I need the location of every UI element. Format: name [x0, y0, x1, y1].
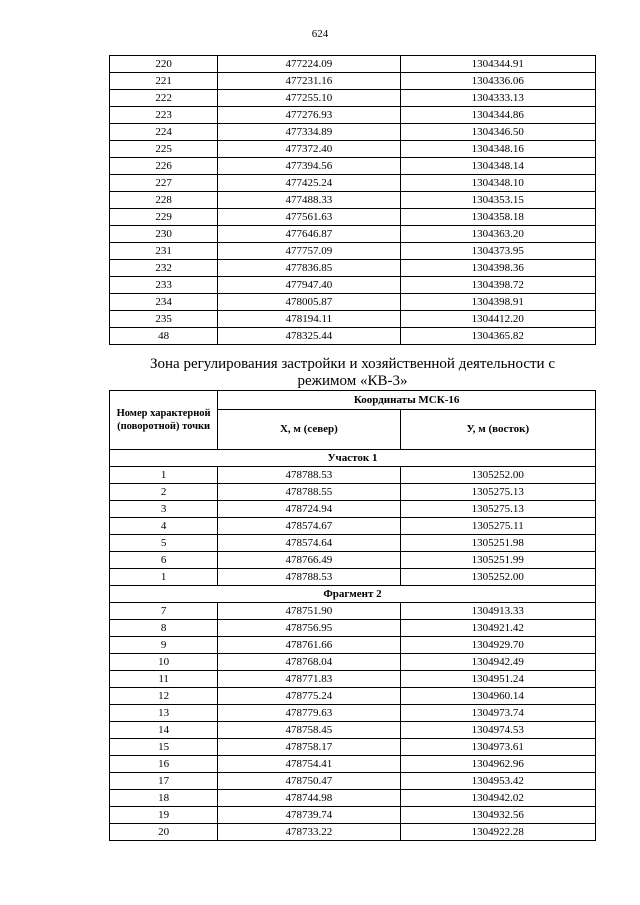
x-coordinate-cell: 478325.44 [218, 328, 400, 345]
x-coordinate-cell: 477276.93 [218, 107, 400, 124]
header-point-number: Номер характерной (поворотной) точки [110, 391, 218, 450]
table-row [110, 73, 596, 90]
y-coordinate-cell: 1304929.70 [400, 637, 595, 654]
table-row [110, 124, 596, 141]
x-coordinate-cell: 477488.33 [218, 192, 400, 209]
table-row [110, 518, 596, 535]
y-coordinate-cell: 1304353.15 [400, 192, 595, 209]
point-number-cell: 223 [110, 107, 218, 124]
table-row [110, 56, 596, 73]
point-number-cell: 8 [110, 620, 218, 637]
x-coordinate-cell: 478754.41 [218, 756, 400, 773]
point-number-cell: 231 [110, 243, 218, 260]
point-number-cell: 230 [110, 226, 218, 243]
x-coordinate-cell: 478574.64 [218, 535, 400, 552]
x-coordinate-cell: 478739.74 [218, 807, 400, 824]
x-coordinate-cell: 478775.24 [218, 688, 400, 705]
x-coordinate-cell: 478733.22 [218, 824, 400, 841]
point-number-cell: 10 [110, 654, 218, 671]
section-title: Участок 1 [110, 450, 596, 467]
zone-title [109, 356, 596, 390]
x-coordinate-cell: 477836.85 [218, 260, 400, 277]
point-number-cell: 16 [110, 756, 218, 773]
table-row [110, 535, 596, 552]
point-number-cell: 5 [110, 535, 218, 552]
x-coordinate-cell: 478766.49 [218, 552, 400, 569]
y-coordinate-cell: 1304921.42 [400, 620, 595, 637]
point-number-cell: 11 [110, 671, 218, 688]
table-row [110, 141, 596, 158]
y-coordinate-cell: 1304358.18 [400, 209, 595, 226]
table-row [110, 756, 596, 773]
y-coordinate-cell: 1304348.10 [400, 175, 595, 192]
point-number-cell: 7 [110, 603, 218, 620]
table-row [110, 722, 596, 739]
y-coordinate-cell: 1304951.24 [400, 671, 595, 688]
point-number-cell: 229 [110, 209, 218, 226]
page-number: 624 [311, 28, 329, 40]
header-coordinates: Координаты МСК-16 [218, 391, 596, 410]
table-row [110, 705, 596, 722]
x-coordinate-cell: 477231.16 [218, 73, 400, 90]
table-row [110, 107, 596, 124]
table-header-row [110, 391, 596, 410]
table-row [110, 739, 596, 756]
x-coordinate-cell: 478724.94 [218, 501, 400, 518]
table-row [110, 467, 596, 484]
x-coordinate-cell: 477561.63 [218, 209, 400, 226]
y-coordinate-cell: 1304942.02 [400, 790, 595, 807]
x-coordinate-cell: 477947.40 [218, 277, 400, 294]
x-coordinate-cell: 477224.09 [218, 56, 400, 73]
y-coordinate-cell: 1305275.13 [400, 501, 595, 518]
y-coordinate-cell: 1305251.98 [400, 535, 595, 552]
point-number-cell: 6 [110, 552, 218, 569]
point-number-cell: 227 [110, 175, 218, 192]
coordinates-table-continued [109, 55, 596, 345]
point-number-cell: 17 [110, 773, 218, 790]
x-coordinate-cell: 478751.90 [218, 603, 400, 620]
table-row [110, 773, 596, 790]
table-row [110, 243, 596, 260]
table-row [110, 260, 596, 277]
y-coordinate-cell: 1305251.99 [400, 552, 595, 569]
y-coordinate-cell: 1304348.16 [400, 141, 595, 158]
point-number-cell: 232 [110, 260, 218, 277]
point-number-cell: 220 [110, 56, 218, 73]
x-coordinate-cell: 477372.40 [218, 141, 400, 158]
x-coordinate-cell: 478744.98 [218, 790, 400, 807]
section-row [110, 450, 596, 467]
x-coordinate-cell: 478768.04 [218, 654, 400, 671]
point-number-cell: 221 [110, 73, 218, 90]
point-number-cell: 235 [110, 311, 218, 328]
point-number-cell: 228 [110, 192, 218, 209]
point-number-cell: 1 [110, 467, 218, 484]
x-coordinate-cell: 477646.87 [218, 226, 400, 243]
x-coordinate-cell: 478779.63 [218, 705, 400, 722]
point-number-cell: 15 [110, 739, 218, 756]
x-coordinate-cell: 478574.67 [218, 518, 400, 535]
header-x: X, м (север) [218, 409, 400, 449]
point-number-cell: 1 [110, 569, 218, 586]
y-coordinate-cell: 1305275.11 [400, 518, 595, 535]
y-coordinate-cell: 1305252.00 [400, 467, 595, 484]
y-coordinate-cell: 1305252.00 [400, 569, 595, 586]
x-coordinate-cell: 478758.45 [218, 722, 400, 739]
y-coordinate-cell: 1304333.13 [400, 90, 595, 107]
table-row [110, 484, 596, 501]
zone-title-line2: режимом «КВ-3» [297, 373, 408, 389]
point-number-cell: 12 [110, 688, 218, 705]
y-coordinate-cell: 1304348.14 [400, 158, 595, 175]
y-coordinate-cell: 1304942.49 [400, 654, 595, 671]
table-row [110, 328, 596, 345]
table-row [110, 175, 596, 192]
y-coordinate-cell: 1304913.33 [400, 603, 595, 620]
table-row [110, 569, 596, 586]
zone-table-body [110, 450, 596, 841]
x-coordinate-cell: 478788.53 [218, 467, 400, 484]
point-number-cell: 234 [110, 294, 218, 311]
y-coordinate-cell: 1304953.42 [400, 773, 595, 790]
point-number-cell: 18 [110, 790, 218, 807]
point-number-cell: 222 [110, 90, 218, 107]
y-coordinate-cell: 1304932.56 [400, 807, 595, 824]
x-coordinate-cell: 478750.47 [218, 773, 400, 790]
y-coordinate-cell: 1304962.96 [400, 756, 595, 773]
x-coordinate-cell: 478756.95 [218, 620, 400, 637]
zone-title-line1: Зона регулирования застройки и хозяйственной деятельности с [150, 356, 555, 372]
y-coordinate-cell: 1304363.20 [400, 226, 595, 243]
y-coordinate-cell: 1304960.14 [400, 688, 595, 705]
point-number-cell: 226 [110, 158, 218, 175]
table-row [110, 654, 596, 671]
point-number-cell: 14 [110, 722, 218, 739]
y-coordinate-cell: 1304398.72 [400, 277, 595, 294]
x-coordinate-cell: 478761.66 [218, 637, 400, 654]
point-number-cell: 233 [110, 277, 218, 294]
point-number-cell: 13 [110, 705, 218, 722]
table-row [110, 158, 596, 175]
table-row [110, 294, 596, 311]
x-coordinate-cell: 477757.09 [218, 243, 400, 260]
point-number-cell: 19 [110, 807, 218, 824]
point-number-cell: 3 [110, 501, 218, 518]
x-coordinate-cell: 478005.87 [218, 294, 400, 311]
point-number-cell: 20 [110, 824, 218, 841]
y-coordinate-cell: 1304973.61 [400, 739, 595, 756]
x-coordinate-cell: 478771.83 [218, 671, 400, 688]
table-row [110, 277, 596, 294]
table-row [110, 807, 596, 824]
table-row [110, 790, 596, 807]
header-y: У, м (восток) [400, 409, 595, 449]
table-row [110, 824, 596, 841]
x-coordinate-cell: 478758.17 [218, 739, 400, 756]
y-coordinate-cell: 1304336.06 [400, 73, 595, 90]
x-coordinate-cell: 477425.24 [218, 175, 400, 192]
y-coordinate-cell: 1304344.91 [400, 56, 595, 73]
table-row [110, 226, 596, 243]
x-coordinate-cell: 477394.56 [218, 158, 400, 175]
zone-kv3-coordinates-table [109, 390, 596, 841]
y-coordinate-cell: 1304922.28 [400, 824, 595, 841]
x-coordinate-cell: 478788.53 [218, 569, 400, 586]
point-number-cell: 2 [110, 484, 218, 501]
x-coordinate-cell: 477334.89 [218, 124, 400, 141]
table-row [110, 671, 596, 688]
table-row [110, 90, 596, 107]
y-coordinate-cell: 1304346.50 [400, 124, 595, 141]
section-title: Фрагмент 2 [110, 586, 596, 603]
y-coordinate-cell: 1304974.53 [400, 722, 595, 739]
y-coordinate-cell: 1304373.95 [400, 243, 595, 260]
x-coordinate-cell: 478788.55 [218, 484, 400, 501]
table-row [110, 209, 596, 226]
x-coordinate-cell: 478194.11 [218, 311, 400, 328]
point-number-cell: 4 [110, 518, 218, 535]
table-row [110, 637, 596, 654]
table-row [110, 192, 596, 209]
y-coordinate-cell: 1304973.74 [400, 705, 595, 722]
coordinates-table-body [110, 56, 596, 345]
table-row [110, 552, 596, 569]
point-number-cell: 9 [110, 637, 218, 654]
y-coordinate-cell: 1304412.20 [400, 311, 595, 328]
y-coordinate-cell: 1305275.13 [400, 484, 595, 501]
x-coordinate-cell: 477255.10 [218, 90, 400, 107]
table-row [110, 620, 596, 637]
y-coordinate-cell: 1304365.82 [400, 328, 595, 345]
table-row [110, 688, 596, 705]
point-number-cell: 225 [110, 141, 218, 158]
y-coordinate-cell: 1304398.36 [400, 260, 595, 277]
table-row [110, 603, 596, 620]
table-row [110, 311, 596, 328]
y-coordinate-cell: 1304398.91 [400, 294, 595, 311]
section-row [110, 586, 596, 603]
point-number-cell: 48 [110, 328, 218, 345]
point-number-cell: 224 [110, 124, 218, 141]
y-coordinate-cell: 1304344.86 [400, 107, 595, 124]
table-row [110, 501, 596, 518]
